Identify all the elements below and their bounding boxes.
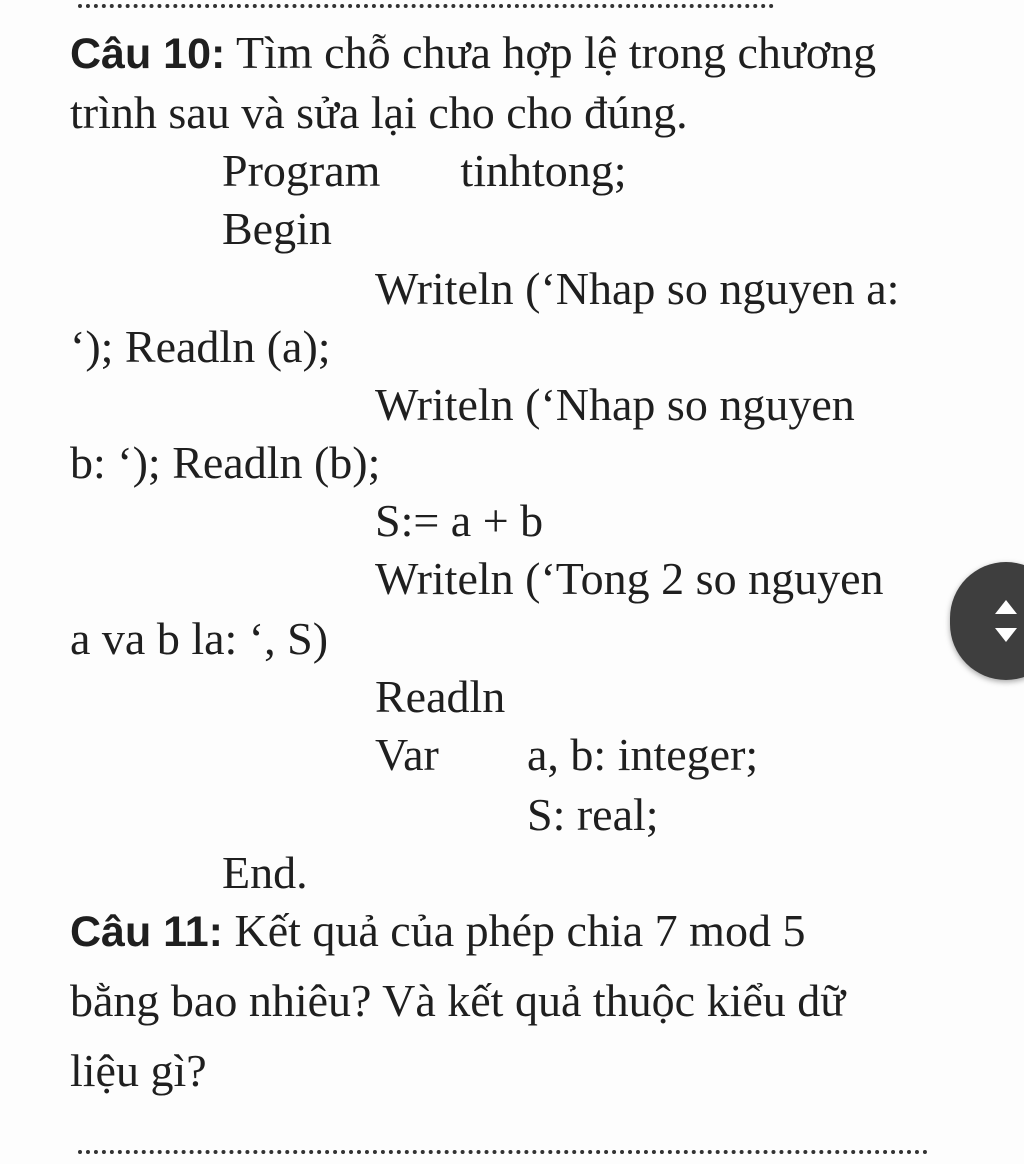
question-11-text-1: Kết quả của phép chia 7 mod 5 [222,905,806,956]
writeln-a-line-2: ‘); Readln (a); [70,321,331,372]
question-10-line-2: trình sau và sửa lại cho cho đúng. [70,87,688,138]
dotted-separator-bottom [78,1150,928,1154]
writeln-b-line-2: b: ‘); Readln (b); [70,437,381,488]
dotted-separator-top [78,4,774,8]
question-11-line-3: liệu gì? [70,1045,207,1096]
program-name: tinhtong; [460,145,627,196]
end-line: End. [222,847,308,898]
writeln-s-line-1: Writeln (‘Tong 2 so nguyen [375,553,884,604]
var-ab-decl: a, b: integer; [527,729,759,780]
scroll-button[interactable] [950,562,1024,680]
question-11-line-2: bằng bao nhiêu? Và kết quả thuộc kiểu dữ [70,975,846,1026]
writeln-b-line-1: Writeln (‘Nhap so nguyen [375,379,855,430]
question-11-line-1 [70,902,805,961]
program-keyword: Program [222,145,381,196]
begin-line: Begin [222,203,332,254]
question-10-line-1 [70,24,876,83]
assign-line: S:= a + b [375,495,544,546]
readln-line: Readln [375,671,506,722]
question-10-label: Câu 10: [70,30,226,78]
question-10-text-1: Tìm chỗ chưa hợp lệ trong chương [225,27,877,78]
writeln-s-line-2: a va b la: ‘, S) [70,613,329,664]
up-down-arrows-icon [992,598,1020,644]
program-line [222,142,627,200]
writeln-a-line-1: Writeln (‘Nhap so nguyen a: [375,263,900,314]
var-line [375,726,439,784]
question-11-label: Câu 11: [70,908,223,956]
var-keyword: Var [375,729,439,780]
var-s-decl: S: real; [527,789,659,840]
